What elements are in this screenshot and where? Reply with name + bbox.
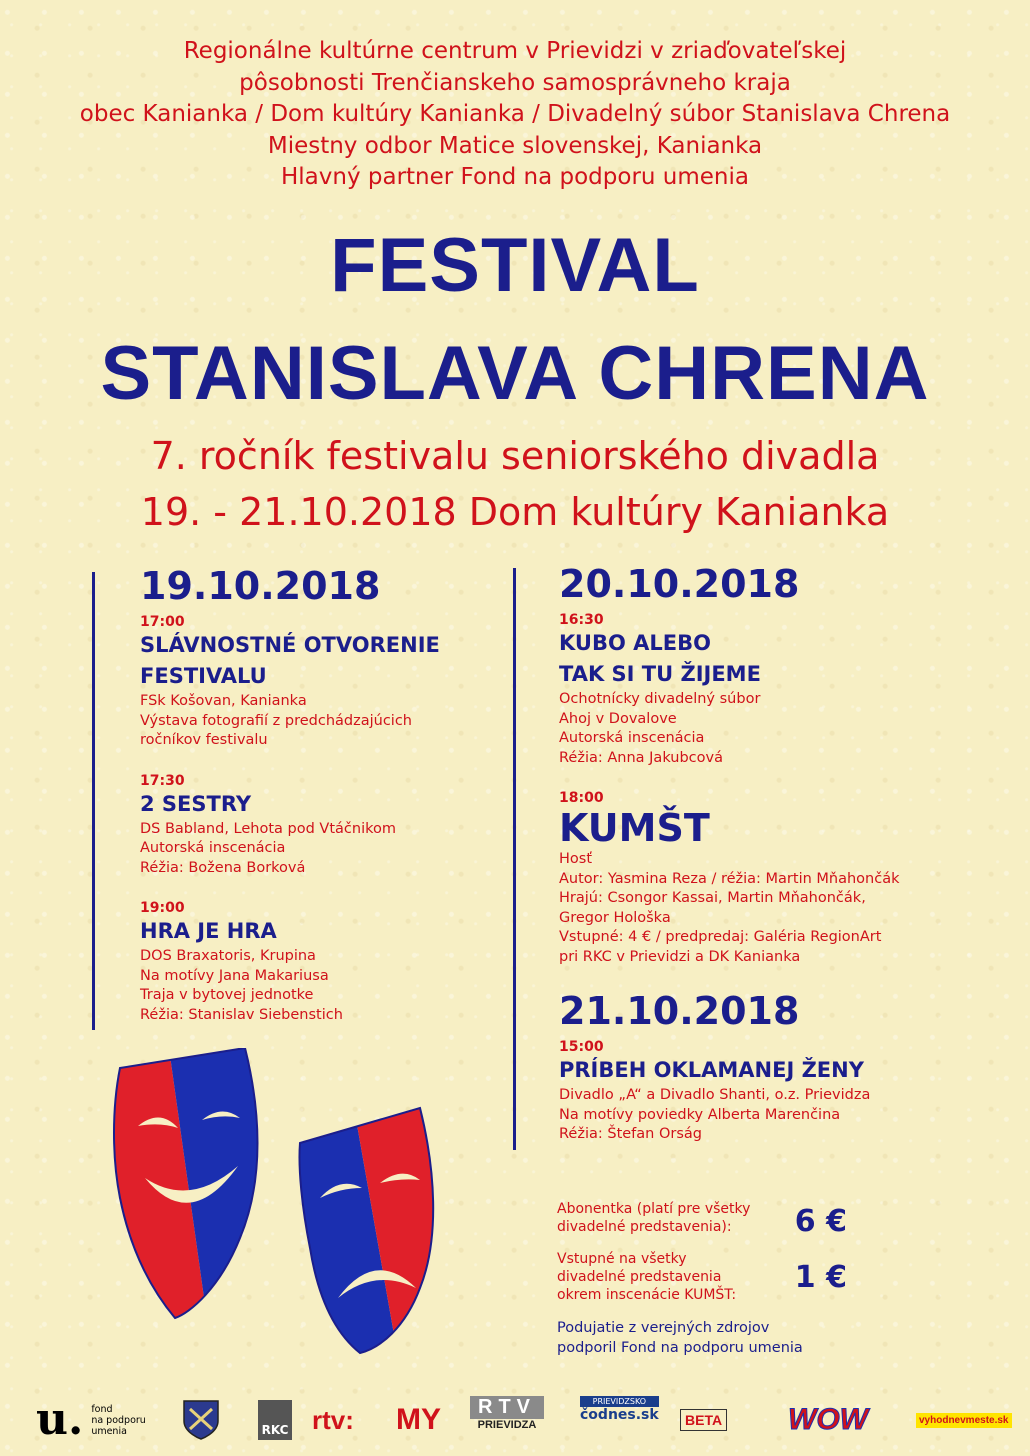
event-time: 15:00 <box>559 1039 604 1055</box>
fpu-text-line: umenia <box>91 1425 127 1437</box>
event-info-line: Na motívy poviedky Alberta Marenčina <box>559 1106 841 1123</box>
divider-left <box>92 572 95 1030</box>
day1-column <box>140 564 500 1047</box>
event-info-line: Ochotnícky divadelný súbor <box>559 691 761 707</box>
theatre-masks-illustration <box>90 1048 510 1358</box>
divider-right <box>513 568 516 1150</box>
event-entry <box>140 900 500 1025</box>
event-info-line: Réžia: Stanislav Siebenstich <box>140 1006 343 1023</box>
organizers-block <box>0 36 1030 194</box>
festival-title-line2: STANISLAVA CHRENA <box>100 331 930 416</box>
event-info-line: Ahoj v Dovalove <box>559 710 677 727</box>
event-info-line: Réžia: Štefan Orság <box>559 1126 702 1142</box>
event-info-line: Traja v bytovej jednotke <box>140 987 314 1003</box>
event-info-line: Divadlo „A“ a Divadlo Shanti, o.z. Prievidza <box>559 1087 871 1103</box>
event-info-line: Výstava fotografií z predchádzajúcich <box>140 712 412 729</box>
day2-date: 20.10.2018 <box>559 562 800 606</box>
support-line: Podujatie z verejných zdrojov <box>557 1320 770 1336</box>
organizer-line: Miestny odbor Matice slovenskej, Kanianka <box>267 132 763 159</box>
wow-label: WOW <box>788 1403 868 1436</box>
event-title: SLÁVNOSTNÉ OTVORENIE <box>140 633 440 657</box>
event-info-line: pri RKC v Prievidzi a DK Kanianka <box>559 948 801 965</box>
fpu-u-icon: u. <box>36 1394 84 1445</box>
prievidzsko-label: PRIEVIDZSKO <box>580 1396 659 1407</box>
partner-logos <box>0 1386 1030 1456</box>
event-time: 17:00 <box>140 614 185 630</box>
fpu-text <box>91 1404 146 1437</box>
rtv-label: RTV <box>470 1396 544 1419</box>
event-entry <box>559 612 979 768</box>
vyhodnevmeste-logo <box>916 1396 1012 1444</box>
event-entry <box>559 1039 979 1145</box>
event-info-line: Autorská inscenácia <box>140 840 286 856</box>
event-title: HRA JE HRA <box>140 919 277 943</box>
event-title: TAK SI TU ŽIJEME <box>559 662 761 686</box>
festival-edition: 7. ročník festivalu seniorského divadla <box>150 434 880 478</box>
event-info-line: Autor: Yasmina Reza / réžia: Martin Mňahončák <box>559 870 900 887</box>
event-info-line: DS Babland, Lehota pod Vtáčnikom <box>140 820 396 837</box>
organizer-line: Hlavný partner Fond na podporu umenia <box>281 164 749 190</box>
event-entry <box>140 614 500 751</box>
event-title: KUBO ALEBO <box>559 631 711 655</box>
price-value: 1 € <box>794 1260 847 1295</box>
event-info-line: Na motívy Jana Makariusa <box>140 967 329 984</box>
prievidza-label: PRIEVIDZA <box>477 1419 537 1431</box>
tragedy-mask <box>257 1057 510 1358</box>
beta-logo <box>680 1396 727 1444</box>
event-time: 18:00 <box>559 790 604 806</box>
event-info-line: FSk Košovan, Kanianka <box>140 693 307 709</box>
day2-column <box>559 562 979 1167</box>
price-label-line: divadelné predstavenia <box>557 1269 722 1285</box>
price-list <box>557 1200 847 1358</box>
organizer-line: obec Kanianka / Dom kultúry Kanianka / Divadelný súbor Stanislava Chrena <box>79 101 951 127</box>
price-label-line: Abonentka (platí pre všetky <box>557 1201 751 1217</box>
my-label: MY <box>396 1403 441 1436</box>
organizer-line: Regionálne kultúrne centrum v Prievidzi v zriaďovateľskej <box>183 38 847 64</box>
event-entry <box>140 773 500 879</box>
support-line: podporil Fond na podporu umenia <box>557 1340 803 1356</box>
event-info-line: Réžia: Anna Jakubcová <box>559 749 723 766</box>
event-title: PRÍBEH OKLAMANEJ ŽENY <box>559 1058 864 1082</box>
event-time: 19:00 <box>140 900 185 916</box>
price-label-line: Vstupné na všetky <box>557 1251 687 1267</box>
kanianka-crest-icon <box>182 1396 220 1444</box>
wow-logo <box>788 1396 868 1444</box>
price-row <box>557 1200 847 1239</box>
price-label-line: divadelné predstavenia): <box>557 1219 732 1235</box>
event-info-line: Vstupné: 4 € / predpredaj: Galéria RegionArt <box>559 929 882 945</box>
event-title: 2 SESTRY <box>140 791 252 816</box>
event-info-line: Gregor Hološka <box>559 909 671 926</box>
my-logo <box>396 1396 441 1444</box>
vyhodne-label: vyhodnevmeste.sk <box>916 1413 1012 1428</box>
price-label-line: okrem inscenácie KUMŠT: <box>557 1287 737 1303</box>
rkc-logo <box>258 1396 292 1444</box>
codnes-label: čodnes.sk <box>580 1407 659 1423</box>
rtv-prievidza-logo <box>470 1396 544 1444</box>
event-time: 17:30 <box>140 772 185 789</box>
rtvs-label: rtv: <box>312 1404 354 1435</box>
price-label <box>557 1250 757 1304</box>
event-entry <box>559 790 979 967</box>
event-info-line: Hrajú: Csongor Kassai, Martin Mňahončák, <box>559 890 866 906</box>
festival-title-line1: FESTIVAL <box>330 223 700 308</box>
beta-label: BETA <box>680 1409 727 1431</box>
event-info-line: Hosť <box>559 851 593 867</box>
rkc-label: RKC <box>258 1400 292 1440</box>
event-title: KUMŠT <box>559 806 710 850</box>
comedy-mask <box>90 1048 330 1358</box>
event-info-line: Réžia: Božena Borková <box>140 859 306 876</box>
fpu-text-line: fond <box>91 1403 113 1415</box>
support-note <box>557 1318 847 1358</box>
rtvs-logo <box>312 1396 354 1444</box>
price-label <box>557 1200 757 1236</box>
day3-date: 21.10.2018 <box>559 989 800 1033</box>
event-info-line: ročníkov festivalu <box>140 732 268 748</box>
event-time: 16:30 <box>559 612 604 628</box>
codnes-logo <box>580 1396 659 1444</box>
organizer-line: pôsobnosti Trenčianskeho samosprávneho kraja <box>239 69 791 96</box>
price-row <box>557 1250 847 1304</box>
fpu-logo <box>36 1396 146 1444</box>
event-info-line: Autorská inscenácia <box>559 730 705 746</box>
event-title: FESTIVALU <box>140 664 267 688</box>
event-info-line: DOS Braxatoris, Krupina <box>140 948 316 964</box>
day1-date: 19.10.2018 <box>140 564 381 608</box>
festival-dates-venue: 19. - 21.10.2018 Dom kultúry Kanianka <box>140 490 890 534</box>
fpu-text-line: na podporu <box>91 1414 146 1426</box>
price-value: 6 € <box>794 1204 847 1239</box>
